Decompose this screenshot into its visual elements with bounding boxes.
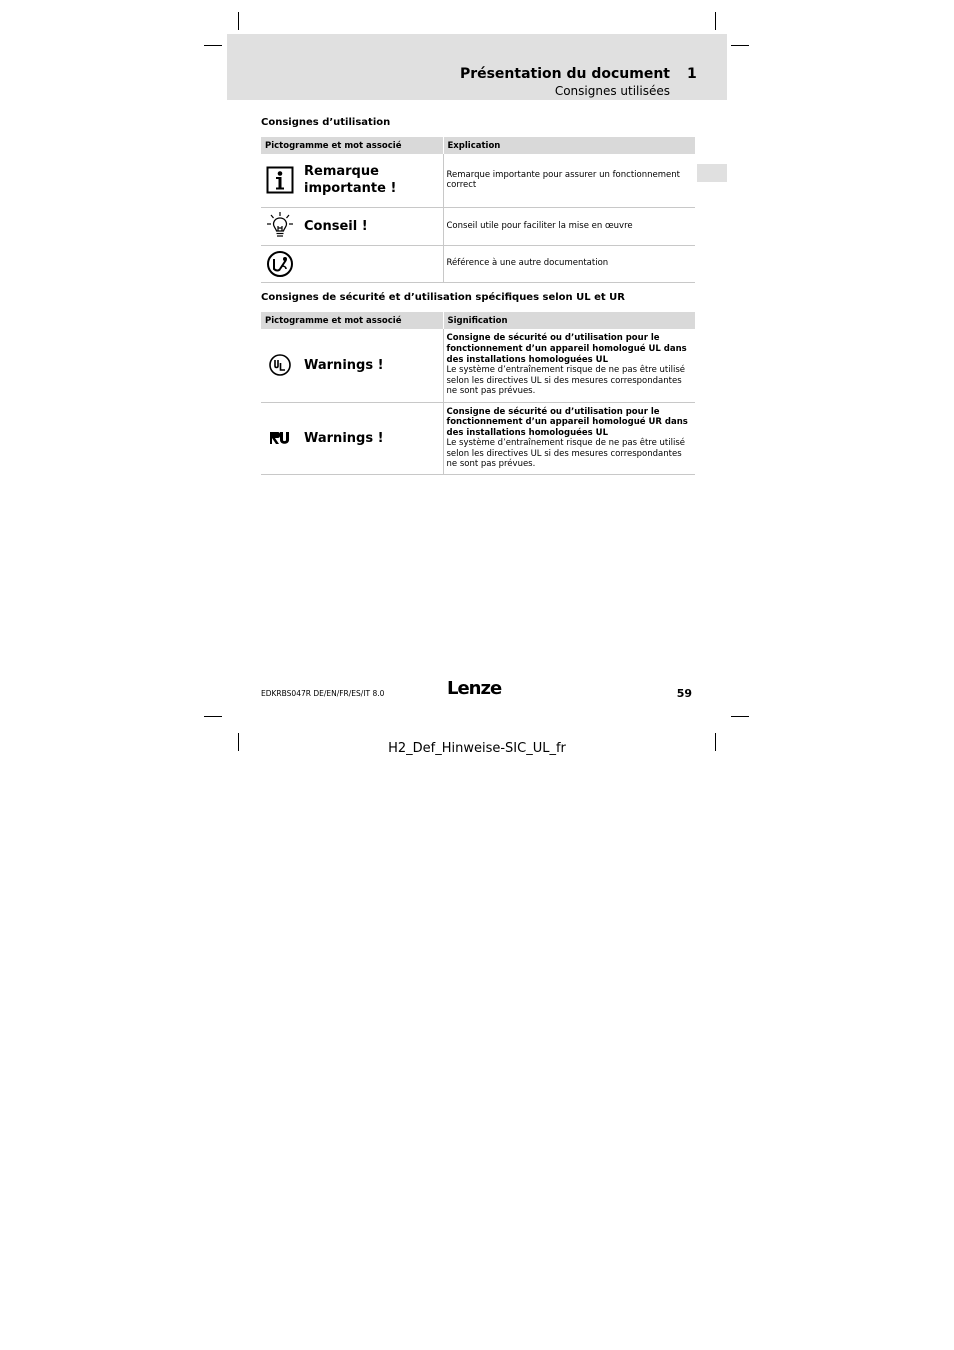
meaning-bold-text: Consigne de sécurité ou d’utilisation pour le fonctionnement d’un appareil homologué UL dans des installations homologuées UL [446, 333, 687, 365]
signal-word: Remarque importante ! [304, 164, 397, 197]
column-header-explanation: Explication [443, 137, 695, 154]
crop-mark [204, 45, 222, 46]
signal-word: Warnings ! [304, 430, 384, 446]
document-code: EDKRBS047R DE/EN/FR/ES/IT 8.0 [261, 689, 385, 698]
table-row [261, 329, 695, 402]
crop-mark [731, 716, 749, 717]
ur-recognized-icon [265, 423, 295, 453]
crop-mark [731, 45, 749, 46]
meaning-bold-text: Consigne de sécurité ou d’utilisation pour le fonctionnement d’un appareil homologué UR dans des installations homologuées UL [446, 406, 688, 438]
crop-mark [238, 12, 239, 30]
column-header-meaning: Signification [443, 312, 695, 329]
table-row [261, 245, 695, 282]
lenze-logo: Lenze [447, 678, 502, 699]
crop-mark [715, 12, 716, 30]
meaning-text: Le système d’entraînement risque de ne pas être utilisé selon les directives UL si des mesures correspondantes ne sont pas prévues. [446, 438, 685, 470]
meaning-text: Le système d’entraînement risque de ne pas être utilisé selon les directives UL si des mesures correspondantes ne sont pas prévues. [446, 365, 685, 397]
usage-pictogram-table [261, 137, 695, 283]
ul-listed-icon [265, 350, 295, 380]
column-header-pictogram: Pictogramme et mot associé [261, 312, 443, 329]
chapter-number: 1 [687, 66, 697, 82]
crop-mark [204, 716, 222, 717]
column-header-pictogram: Pictogramme et mot associé [261, 137, 443, 154]
table-header-row [261, 137, 695, 154]
page-number: 59 [676, 687, 692, 700]
chapter-side-tab [697, 164, 727, 182]
table-header-row [261, 312, 695, 329]
explanation-text: Conseil utile pour faciliter la mise en œuvre [446, 220, 633, 231]
chapter-title: Présentation du document [459, 66, 670, 82]
reference-document-icon [265, 249, 295, 279]
signal-word: Conseil ! [304, 218, 368, 234]
explanation-text: Remarque importante pour assurer un fonctionnement correct [446, 169, 680, 191]
explanation-text: Référence à une autre documentation [446, 258, 609, 269]
crop-mark [715, 733, 716, 751]
section-title-usage: Consignes d’utilisation [261, 117, 391, 128]
lightbulb-icon [265, 211, 295, 241]
section-title-ul: Consignes de sécurité et d’utilisation spécifiques selon UL et UR [261, 292, 625, 303]
table-row [261, 402, 695, 475]
table-row [261, 154, 695, 207]
ul-pictogram-table [261, 312, 695, 475]
file-label: H2_Def_Hinweise-SIC_UL_fr [388, 741, 566, 756]
info-i-icon [265, 165, 295, 195]
signal-word: Warnings ! [304, 357, 384, 373]
table-row [261, 207, 695, 245]
chapter-subtitle: Consignes utilisées [554, 84, 670, 98]
crop-mark [238, 733, 239, 751]
